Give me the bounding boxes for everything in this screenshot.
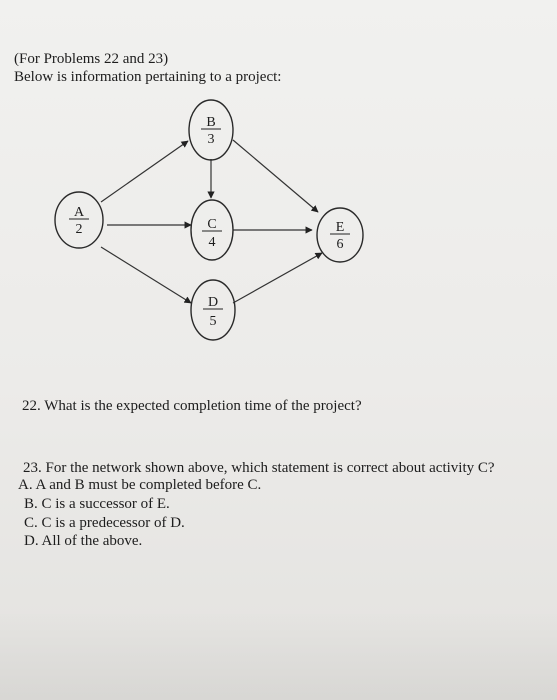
question-22: 22. What is the expected completion time of the project? xyxy=(22,398,362,414)
edge-a-b xyxy=(101,141,188,202)
node-c-duration: 4 xyxy=(208,235,216,250)
node-a xyxy=(55,192,103,248)
question-23-option-c: C. C is a predecessor of D. xyxy=(24,515,185,531)
node-d-duration: 5 xyxy=(209,314,217,329)
edge-d-e xyxy=(233,253,322,303)
question-23-option-b: B. C is a successor of E. xyxy=(24,496,170,512)
question-23-option-d: D. All of the above. xyxy=(24,533,143,549)
node-d-letter: D xyxy=(207,295,219,310)
node-c xyxy=(191,200,233,260)
edge-a-d xyxy=(101,247,191,303)
node-b-letter: B xyxy=(206,115,216,130)
question-23-option-a: A. A and B must be completed before C. xyxy=(18,477,262,493)
node-e xyxy=(317,208,363,262)
intro-text: Below is information pertaining to a project: xyxy=(14,69,282,85)
node-b-duration: 3 xyxy=(207,132,215,147)
node-c-letter: C xyxy=(207,217,217,232)
node-b xyxy=(189,100,233,160)
edge-b-e xyxy=(233,140,318,212)
node-e-duration: 6 xyxy=(336,237,344,252)
node-d xyxy=(191,280,235,340)
node-e-letter: E xyxy=(335,220,345,235)
node-a-duration: 2 xyxy=(75,222,83,237)
node-a-letter: A xyxy=(73,205,85,220)
question-23: 23. For the network shown above, which statement is correct about activity C? xyxy=(23,460,495,476)
problems-label: (For Problems 22 and 23) xyxy=(14,51,169,67)
